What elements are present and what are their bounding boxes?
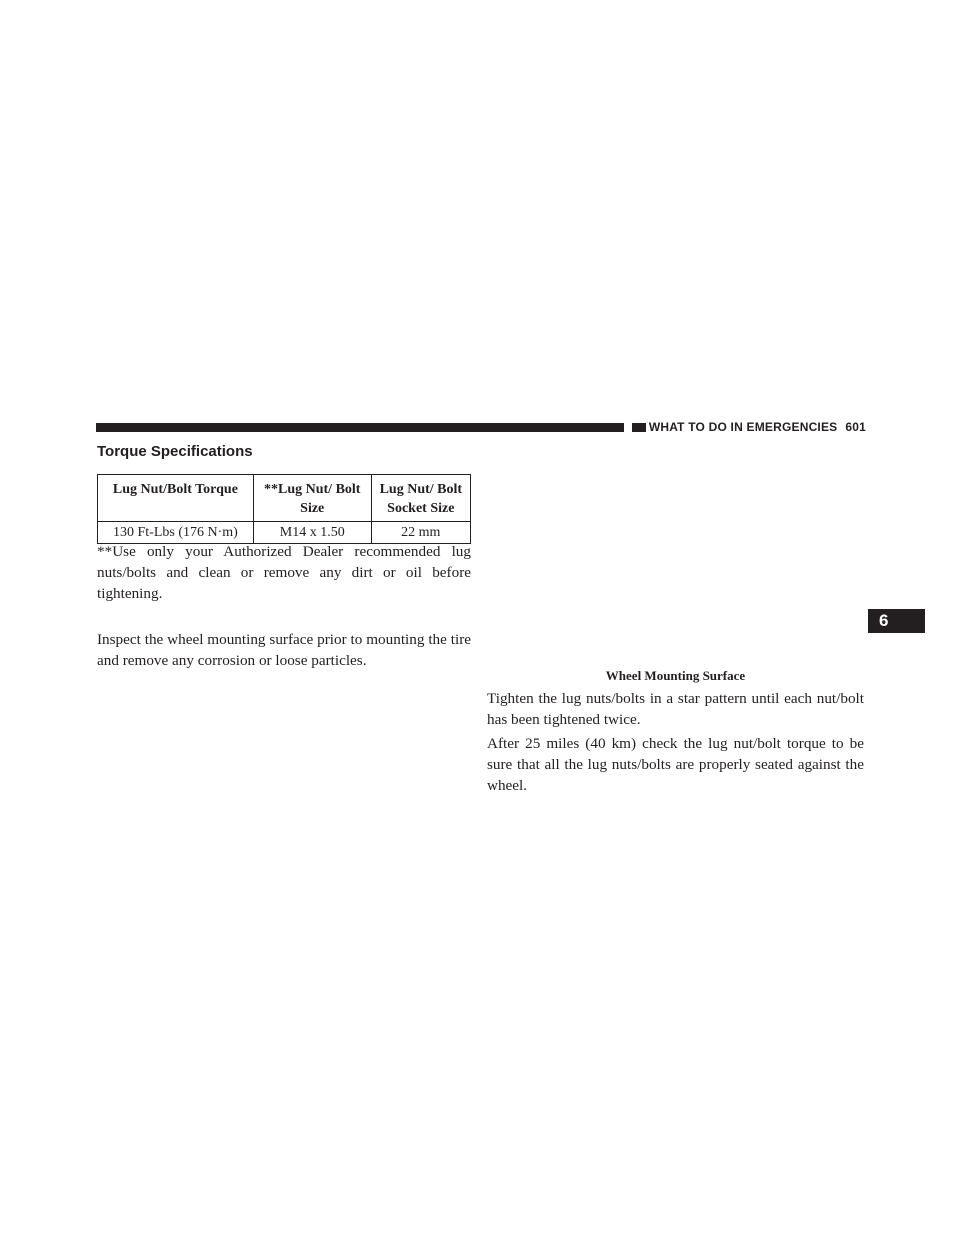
table-cell-socket-size: 22 mm: [371, 522, 470, 544]
figure-caption: Wheel Mounting Surface: [605, 668, 746, 683]
recheck-paragraph: After 25 miles (40 km) check the lug nut/bolt torque to be sure that all the lug nuts/bolts are properly seated against the wheel.: [487, 735, 864, 794]
table-header-bolt-size: **Lug Nut/ Bolt Size: [253, 475, 371, 522]
header-rule: [96, 423, 624, 432]
table-header-row: [98, 475, 471, 522]
inspect-paragraph: Inspect the wheel mounting surface prior to mounting the tire and remove any corrosion or loose particles.: [97, 631, 471, 669]
running-header-section: WHAT TO DO IN EMERGENCIES: [648, 420, 838, 434]
running-header: [646, 418, 866, 436]
table-header-socket-size: Lug Nut/ Bolt Socket Size: [371, 475, 470, 522]
chapter-tab: 6: [868, 609, 925, 633]
page-number: 601: [845, 420, 866, 434]
section-title: Torque Specifications: [97, 443, 253, 460]
table-header-torque: Lug Nut/Bolt Torque: [98, 475, 254, 522]
table-cell-torque: 130 Ft-Lbs (176 N·m): [98, 522, 254, 544]
torque-spec-table: [97, 474, 471, 544]
dealer-note-paragraph: **Use only your Authorized Dealer recommended lug nuts/bolts and clean or remove any dirt or oil before tightening.: [97, 543, 471, 602]
table-cell-bolt-size: M14 x 1.50: [253, 522, 371, 544]
tighten-paragraph: Tighten the lug nuts/bolts in a star pattern until each nut/bolt has been tightened twice.: [487, 690, 864, 728]
